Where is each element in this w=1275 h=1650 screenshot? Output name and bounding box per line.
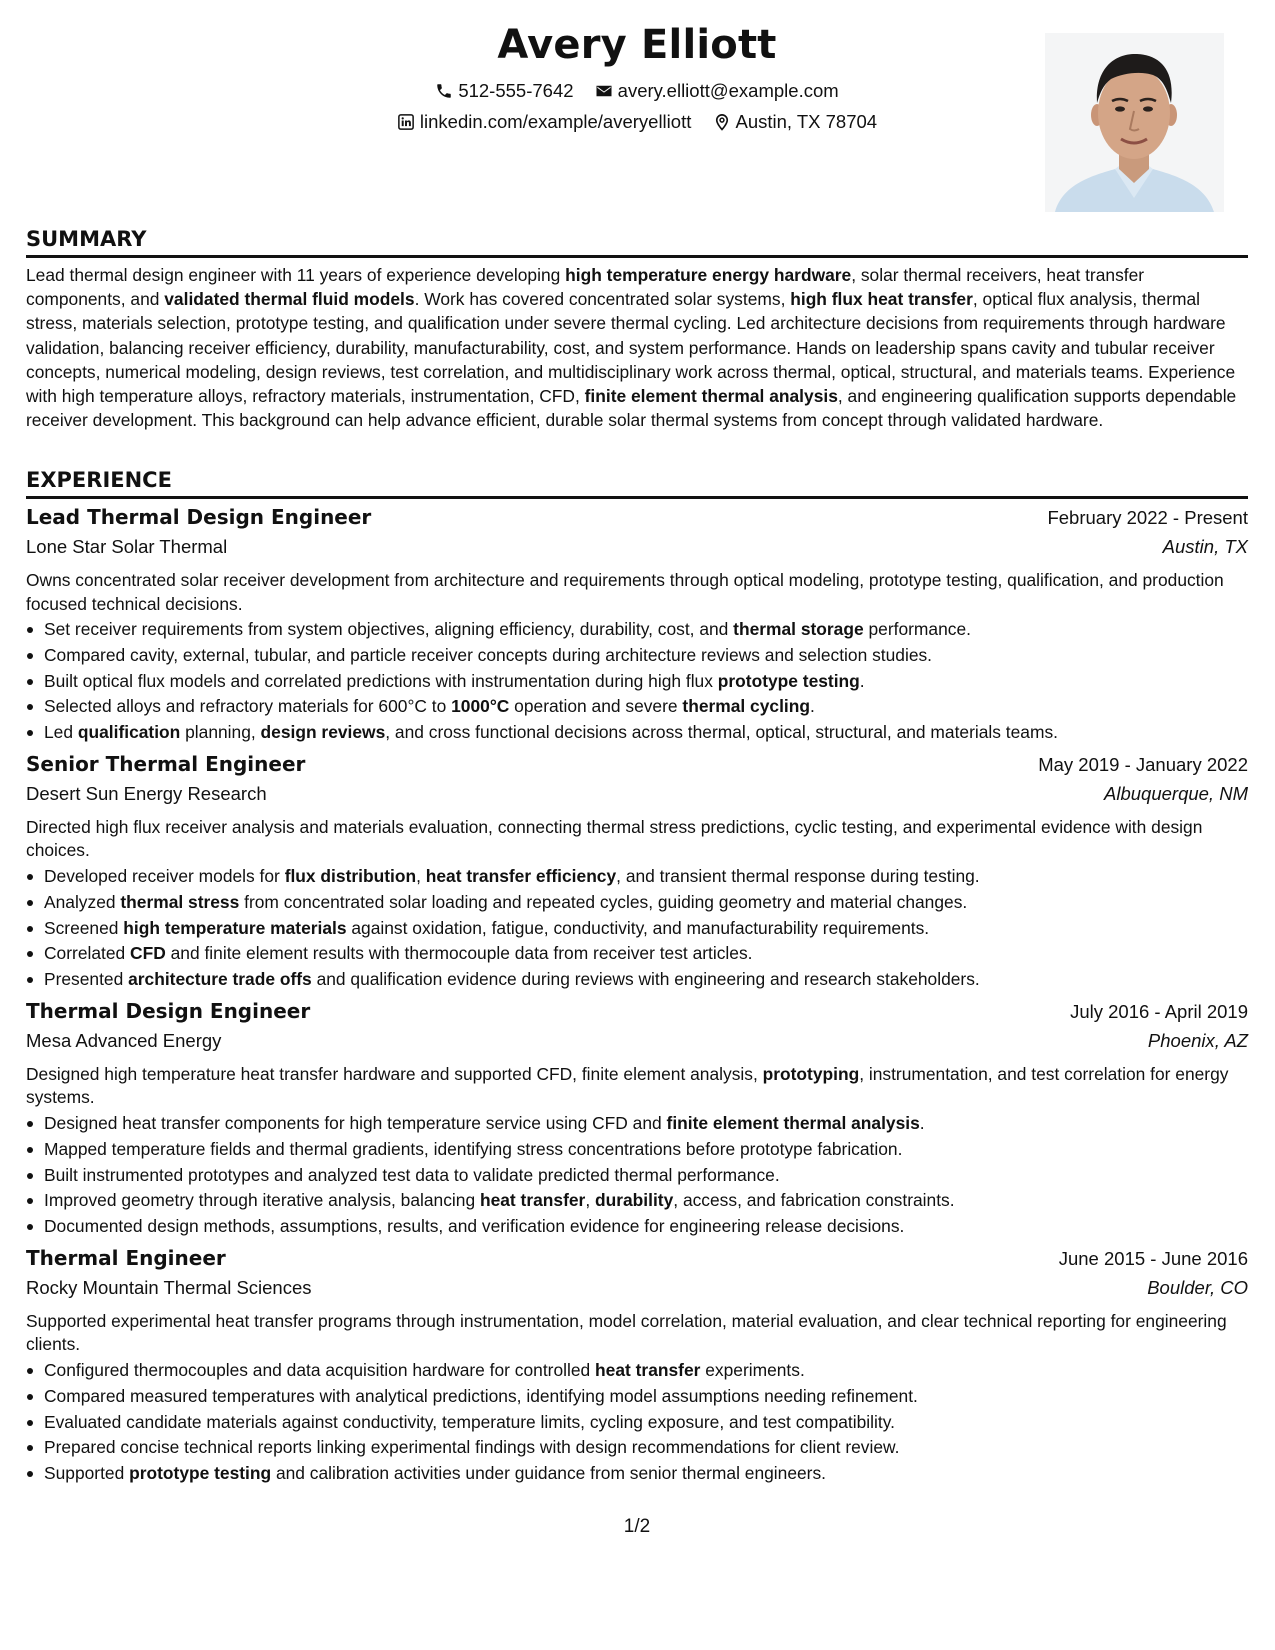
job-bullet: Improved geometry through iterative analysis, balancing heat transfer, durability, access, and fabrication constraints. (44, 1188, 1248, 1214)
candidate-location: Austin, TX 78704 (735, 111, 878, 132)
job-bullet: Screened high temperature materials against oxidation, fatigue, conductivity, and manufacturability requirements. (44, 916, 1248, 942)
bold-phrase: prototype testing (129, 1463, 272, 1484)
job-bullet: Presented architecture trade offs and qualification evidence during reviews with engineering and research stakeholders. (44, 967, 1248, 993)
job-entry (26, 1246, 1248, 1487)
job-description: Directed high flux receiver analysis and materials evaluation, connecting thermal stress predictions, cyclic testing, and experimental evidence with design choices. (26, 816, 1203, 861)
job-location: Phoenix, AZ (1147, 1029, 1248, 1051)
job-entry (26, 999, 1248, 1240)
job-bullet: Set receiver requirements from system objectives, aligning efficiency, durability, cost, and thermal storage performance. (44, 617, 1248, 643)
company-name: Rocky Mountain Thermal Sciences (26, 1276, 312, 1298)
resume-header (26, 0, 1248, 222)
bold-phrase: CFD (130, 943, 166, 964)
job-location: Boulder, CO (1147, 1276, 1248, 1298)
email-address[interactable]: avery.elliott@example.com (617, 80, 839, 101)
company-name: Mesa Advanced Energy (26, 1029, 222, 1051)
job-title: Thermal Design Engineer (26, 998, 311, 1023)
job-bullet: Prepared concise technical reports linking experimental findings with design recommendations for client review. (44, 1435, 1248, 1461)
job-bullet: Documented design methods, assumptions, results, and verification evidence for engineering release decisions. (44, 1214, 1248, 1240)
job-bullet: Built instrumented prototypes and analyzed test data to validate predicted thermal performance. (44, 1163, 1248, 1189)
job-location: Austin, TX (1162, 536, 1248, 557)
bold-phrase: prototyping (762, 1063, 860, 1084)
summary-heading: SUMMARY (26, 225, 1248, 258)
bold-phrase: finite element thermal analysis (584, 386, 838, 407)
job-bullet: Supported prototype testing and calibration activities under guidance from senior thermal engineers. (44, 1461, 1248, 1487)
bold-phrase: heat transfer (595, 1359, 701, 1380)
company-name: Desert Sun Energy Research (26, 782, 267, 804)
job-title: Thermal Engineer (26, 1245, 226, 1270)
bold-phrase: high flux heat transfer (790, 289, 973, 310)
bold-phrase: durability (595, 1190, 674, 1211)
job-bullet: Mapped temperature fields and thermal gradients, identifying stress concentrations before prototype fabrication. (44, 1137, 1248, 1163)
job-bullets (26, 864, 1248, 993)
job-dates: February 2022 - Present (1047, 507, 1248, 528)
email-contact (595, 80, 839, 102)
bold-phrase: heat transfer efficiency (425, 865, 617, 886)
job-bullets (26, 617, 1248, 746)
job-bullet: Designed heat transfer components for high temperature service using CFD and finite element thermal analysis. (44, 1111, 1248, 1137)
bold-phrase: flux distribution (284, 865, 417, 886)
linkedin-icon (397, 113, 415, 131)
bold-phrase: prototype testing (717, 670, 860, 691)
job-bullet: Compared cavity, external, tubular, and particle receiver concepts during architecture reviews and selection studies. (44, 643, 1248, 669)
page-number: 1/2 (623, 1516, 651, 1537)
job-bullet: Correlated CFD and finite element results with thermocouple data from receiver test articles. (44, 941, 1248, 967)
job-bullets (26, 1111, 1248, 1240)
job-bullet: Built optical flux models and correlated predictions with instrumentation during high flux prototype testing. (44, 669, 1248, 695)
map-pin-icon (713, 113, 731, 131)
job-bullet: Analyzed thermal stress from concentrated solar loading and repeated cycles, guiding geometry and material changes. (44, 890, 1248, 916)
bold-phrase: architecture trade offs (128, 969, 312, 990)
bold-phrase: heat transfer (479, 1190, 586, 1211)
job-bullets (26, 1358, 1248, 1487)
company-name: Lone Star Solar Thermal (26, 536, 228, 557)
job-entry (26, 752, 1248, 993)
job-bullet: Selected alloys and refractory materials for 600°C to 1000°C operation and severe thermal cycling. (44, 694, 1248, 720)
profile-photo (1045, 33, 1224, 212)
bold-phrase: 1000°C (451, 696, 510, 717)
linkedin-link[interactable]: linkedin.com/example/averyelliott (419, 111, 692, 132)
bold-phrase: thermal cycling (682, 696, 810, 717)
job-bullet: Compared measured temperatures with analytical predictions, identifying model assumptions needing refinement. (44, 1384, 1248, 1410)
job-bullet: Led qualification planning, design reviews, and cross functional decisions across thermal, optical, structural, and materials teams. (44, 720, 1248, 746)
job-dates: June 2015 - June 2016 (1058, 1247, 1248, 1269)
job-description: Designed high temperature heat transfer hardware and supported CFD, finite element analysis, prototyping, instrumentation, and test correlation for energy systems. (26, 1063, 1229, 1108)
bold-phrase: qualification (77, 722, 181, 743)
bold-phrase: finite element thermal analysis (666, 1112, 920, 1133)
job-description: Supported experimental heat transfer programs through instrumentation, model correlation, material evaluation, and clear technical reporting for engineering clients. (26, 1310, 1227, 1355)
job-description: Owns concentrated solar receiver development from architecture and requirements through optical modeling, prototype testing, qualification, and production focused technical decisions. (26, 570, 1224, 614)
location-contact (713, 111, 878, 133)
bold-phrase: validated thermal fluid models (164, 289, 415, 310)
job-bullet: Configured thermocouples and data acquisition hardware for controlled heat transfer experiments. (44, 1358, 1248, 1384)
job-bullet: Evaluated candidate materials against conductivity, temperature limits, cycling exposure, and test compatibility. (44, 1410, 1248, 1436)
job-location: Albuquerque, NM (1104, 782, 1248, 804)
bold-phrase: high temperature materials (123, 917, 347, 938)
phone-number: 512-555-7642 (458, 80, 574, 101)
bold-phrase: thermal stress (120, 891, 240, 912)
envelope-icon (595, 82, 613, 100)
job-bullet: Developed receiver models for flux distribution, heat transfer efficiency, and transient thermal response during testing. (44, 864, 1248, 890)
bold-phrase: thermal storage (733, 619, 864, 639)
experience-section (26, 466, 1248, 1487)
bold-phrase: high temperature energy hardware (565, 265, 852, 285)
bold-phrase: design reviews (260, 722, 386, 743)
job-dates: July 2016 - April 2019 (1070, 1000, 1248, 1022)
candidate-name: Avery Elliott (497, 22, 777, 68)
linkedin-contact (397, 111, 691, 133)
summary-section (26, 225, 1248, 432)
job-dates: May 2019 - January 2022 (1038, 753, 1248, 775)
experience-heading: EXPERIENCE (26, 466, 1248, 499)
phone-contact (435, 80, 573, 102)
job-title: Senior Thermal Engineer (26, 751, 306, 776)
job-title: Lead Thermal Design Engineer (26, 505, 372, 529)
resume-page (26, 0, 1248, 1650)
phone-icon (435, 82, 453, 100)
job-entry (26, 505, 1248, 746)
summary-text: Lead thermal design engineer with 11 years of experience developing high temperature energy hardware, solar thermal receivers, heat transfer components, and validated thermal fluid models. Work has covered concentrated solar systems, high flux heat transfer, optical flux analysis, thermal stress, materials selection, prototype testing, and qualification under severe thermal cycling. Led architecture decisions from requirements through hardware validation, balancing receiver efficiency, durability, manufacturability, cost, and system performance. Hands on leadership spans cavity and tubular receiver concepts, numerical modeling, design reviews, test correlation, and multidisciplinary work across thermal, optical, structural, and materials teams. Experience with high temperature alloys, refractory materials, instrumentation, CFD, finite element thermal analysis, and engineering qualification supports dependable receiver development. This background can help advance efficient, durable solar thermal systems from concept through validated hardware. (26, 265, 1237, 431)
